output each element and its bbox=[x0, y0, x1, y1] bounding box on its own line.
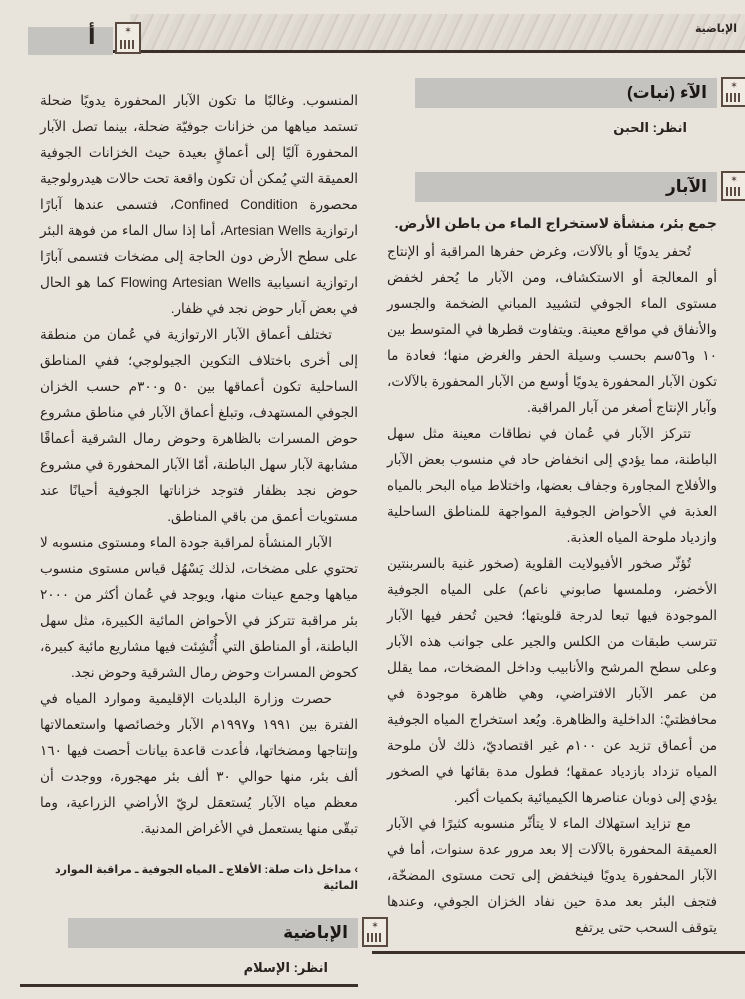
footer-rule bbox=[372, 951, 745, 954]
entry-title-row bbox=[68, 918, 358, 948]
section-letter-bar bbox=[28, 27, 113, 55]
left-column bbox=[40, 88, 358, 987]
section-letter: أ bbox=[88, 24, 96, 49]
running-title: الإباضية bbox=[694, 23, 737, 35]
paragraph: حصرت وزارة البلديات الإقليمية وموارد المياه في الفترة بين ١٩٩١ و١٩٩٧م الآبار وخصائصها واستعمالاتها وإنتاجها ومضخاتها، فأعدت قاعدة بيانات أحصت فيها ١٦٠ ألف بئر، منها حوالي ٣٠ ألف بئر مهجورة، ووجدت أن معظم مياه الآبار يُستعمَل لريّ الأراضي الزراعية، وما تبقّى منها يستعمل في الأغراض المدنية. bbox=[40, 691, 359, 836]
related-entries[interactable]: › مداخل ذات صلة: الأفلاج ـ المياه الجوفية ـ مراقبة الموارد المائية bbox=[55, 864, 358, 892]
paragraph: مع تزايد استهلاك الماء لا يتأثّر منسوبه كثيرًا في الآبار العميقة المحفورة بالآلات إلا بعد مرور عدة سنوات، أما في الآبار المحفورة يدويًا فينخفض إلى تحت مستوى المضخّة، فتجف البئر بعد مدة حين نفاد الخزان الجوفي، وعندها يتوقف السحب حتى يرتفع bbox=[387, 816, 717, 935]
entry-title-row bbox=[415, 78, 717, 108]
right-column-body bbox=[387, 239, 717, 941]
entry-gate-icon bbox=[362, 917, 388, 947]
entry-title-ibadiyya: الإباضية bbox=[68, 918, 358, 948]
entry-title-wells: الآبار bbox=[415, 172, 717, 202]
see-also-link[interactable]: انظر: الإسلام bbox=[243, 960, 328, 975]
paragraph: المنسوب. وغالبًا ما تكون الآبار المحفورة يدويًا ضحلة تستمد مياهها من خزانات جوفيّة ضحلة، بينما تصل الآبار المحفورة آليًا إلى أعماقٍ بعيدة حيث الخزانات الجوفية العميقة التي يُمكن أن تكون واقعة تحت حالات هيدرولوجية محصورة Confined Condition، فتسمى عندها آبارًا ارتوازية Artesian Wells، أما إذا سال الماء من فوهة البئر على سطح الأرض دون الحاجة إلى مضخات فتسمى آبارًا ارتوازية انسيابية Flowing Artesian Wells كما هو الحال في بعض آبار حوض نجد في ظفار. bbox=[40, 93, 358, 316]
paragraph: تُؤثّر صخور الأفيولايت القلوية (صخور غنية بالسربنتين الأخضر، وملمسها صابوني ناعم) على المياه الجوفية الموجودة فيها تبعا لدرجة قلويتها؛ فحين تُحفر فيها الآبار تترسب طبقات من الكلس والجير على جوانب هذه الآبار وعلى سطح المرشح والأنابيب وداخل المضخات، مما يقلل من عمر الآبار الافتراضي، وهي ظاهرة موجودة في محافظتيْ: الداخلية والظاهرة. ويُعد استخراج المياه الجوفية من أعماق تزيد عن ١٠٠م غير اقتصاديّ، ذلك لأن ملوحة المياه تزداد بازدياد عمقها؛ فطول مدة بقائها في الصخور يؤدي إلى ذوبان عناصرها الكيميائية بكميات أكبر. bbox=[387, 556, 717, 805]
entry-intro: جمع بئر، منشأة لاستخراج الماء من باطن الأرض. bbox=[394, 215, 717, 231]
paragraph: تتركز الآبار في عُمان في نطاقات معينة مثل سهل الباطنة، مما يؤدي إلى انخفاض حاد في منسوب بعض الآبار والأفلاج المجاورة وجفاف بعضها، واختلاط مياه البحر بالمياه العذبة في الأحواض الجوفية المواجهة للمناطق الساحلية وازدياد ملوحة المياه العذبة. bbox=[387, 426, 717, 545]
entry-title-alaa: الآء (نبات) bbox=[415, 78, 717, 108]
entry-gate-icon bbox=[721, 171, 745, 201]
see-also-link[interactable]: انظر: الحبن bbox=[613, 120, 687, 135]
paragraph: تُحفر يدويًا أو بالآلات، وغرض حفرها المراقبة أو الإنتاج أو المعالجة أو الاستكشاف، ومن الآبار ما يُحفر لخفض مستوى الماء الجوفي لتشييد المباني الضخمة والجسور والأنفاق في مواقع معينة. ويتفاوت قطرها في المتوسط بين ١٠ و٥٦سم بحسب وسيلة الحفر والغرض منها؛ فعادة ما تكون الآبار المحفورة يدويًا أوسع من الآبار المحفورة بالآلات، وآبار الإنتاج أصغر من آبار المراقبة. bbox=[387, 244, 717, 415]
header-ornament bbox=[130, 14, 745, 50]
paragraph: تختلف أعماق الآبار الارتوازية في عُمان من منطقة إلى أخرى باختلاف التكوين الجيولوجي؛ ففي المناطق الساحلية تكون أعماقها بين ٥٠ و٣٠٠م حسب الخزان الجوفي المستهدف، وتبلغ أعماق الآبار في مناطق مشروع حوض المسرات بالظاهرة وحوض رمال الشرقية أعماقًا مشابهة لآبار سهل الباطنة، أمّا الآبار المحفورة في مشروع حوض نجد بظفار فتوجد خزاناتها الجوفية أحيانًا عند مستويات أعمق من باقي المناطق. bbox=[40, 327, 358, 524]
paragraph: الآبار المنشأة لمراقبة جودة الماء ومستوى منسوبه لا تحتوي على مضخات، لذلك يَسْهُل قياس مستوى منسوب مياهها وجمع عينات منها، ويوجد في عُمان أكثر من ٢٠٠٠ بئر مراقبة تتركز في الأحواض المائية الكبيرة، مثل سهل الباطنة، أو المناطق التي أُنْشِئت فيها مشاريع مائية كبيرة، كحوض المسرات وحوض رمال الشرقية وحوض نجد. bbox=[40, 535, 358, 680]
entry-gate-icon bbox=[115, 22, 141, 54]
entry-gate-icon bbox=[721, 77, 745, 107]
entry-title-row bbox=[415, 172, 717, 202]
right-column bbox=[387, 78, 717, 954]
left-column-body bbox=[40, 88, 358, 842]
footer-rule bbox=[20, 984, 358, 987]
